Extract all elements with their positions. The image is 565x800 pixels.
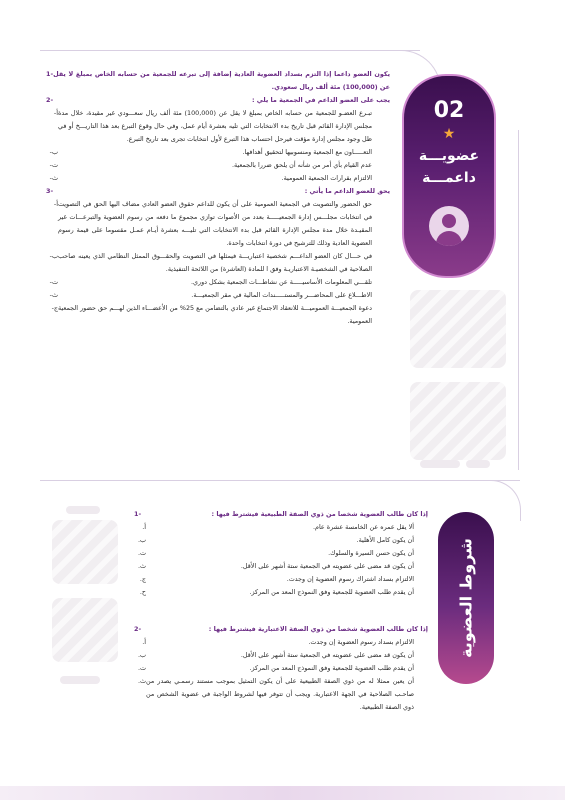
condition-item — [128, 547, 414, 560]
supporting-subitem — [40, 276, 372, 289]
heading-text: إذا كان طالب العضوية شخصا من ذوي الصفة الاعتبارية فيشترط فيها : — [208, 625, 428, 633]
supporting-membership-badge — [402, 74, 496, 278]
sub-label: ث. — [137, 562, 146, 570]
sub-text: دعوة الجمعيـــة العموميـــة للانعقاد الاجتماع غير عادي بالتضامن مع 25% من الأعضـــاء الذين لهـــم حق حضور الجمعية العمومية. — [58, 304, 372, 325]
item-text: يجب على العضو الداعم في الجمعية ما يلي : — [252, 96, 390, 104]
decorative-pill-1 — [420, 460, 460, 468]
decorative-pill-2 — [466, 460, 490, 468]
item-number: -1 — [46, 70, 54, 78]
decorative-pill-3 — [66, 506, 100, 514]
badge-title-line1: عضويـــة — [418, 148, 480, 164]
sub-text: أن يكون حسن السيرة والسلوك. — [328, 549, 414, 557]
sub-label: ت. — [137, 664, 146, 672]
item-text: يكون العضو داعما إذا التزم بسداد العضوية العادية إضافة إلى تبرعه للجمعية من حسابه الخاص بمبلغ لا يقل عن (100,000) مئة ألف ريال سعودي. — [53, 70, 390, 91]
condition-item — [128, 636, 414, 649]
membership-conditions-section — [128, 508, 428, 714]
sub-label: ت. — [137, 549, 146, 557]
heading-number: -1 — [134, 510, 142, 518]
condition-item — [128, 675, 414, 714]
condition-heading-legal — [128, 623, 428, 636]
condition-item — [128, 560, 414, 573]
sub-label: أ- — [53, 109, 58, 117]
sub-label: ج- — [51, 304, 58, 312]
sub-text: أن يكون كامل الأهلية. — [356, 536, 414, 544]
item-number: -3 — [46, 187, 54, 195]
sub-text: الالتزام بقرارات الجمعية العمومية. — [281, 174, 372, 182]
sub-label: ح. — [139, 588, 146, 596]
sub-label: ب- — [49, 148, 58, 156]
supporting-subitem — [40, 302, 372, 328]
sub-label: ب. — [137, 536, 146, 544]
decorative-placeholder-4 — [52, 598, 118, 662]
supporting-item-2 — [40, 94, 390, 107]
sub-text: أن يقدم طلب العضوية للجمعية وفق النموذج المعد من المركز. — [249, 588, 414, 596]
sub-label: أ. — [142, 523, 146, 531]
decorative-placeholder-3 — [52, 520, 118, 584]
supporting-subitem — [40, 159, 372, 172]
sub-text: أن يكون قد مضى على عضويته في الجمعية ستة أشهر على الأقل. — [240, 562, 414, 570]
decorative-placeholder-1 — [410, 290, 506, 368]
condition-item — [128, 662, 414, 675]
sub-text: تلقـــي المعلومات الأساسيـــــة عن نشاطـــات الجمعية بشكل دوري. — [190, 278, 372, 286]
sub-label: أ. — [142, 638, 146, 646]
condition-item — [128, 534, 414, 547]
supporting-subitem — [40, 250, 372, 276]
supporting-subitem — [40, 198, 372, 250]
supporting-subitem — [40, 172, 372, 185]
sub-text: ألا يقل عمره عن الخامسة عشرة عام. — [312, 523, 414, 531]
supporting-subitem — [40, 146, 372, 159]
user-avatar-icon — [429, 206, 469, 246]
sub-label: ج. — [139, 575, 146, 583]
right-frame-line — [518, 130, 519, 470]
sub-text: التعـــــاون مع الجمعية ومنسوبيها لتحقيق أهدافها. — [242, 148, 372, 156]
item-text: يحق للعضو الداعم ما يأتي : — [304, 187, 390, 195]
star-icon: ★ — [442, 126, 456, 142]
condition-item — [128, 649, 414, 662]
sub-text: عدم القيام بأي أمر من شأنه أن يلحق ضررا بالجمعية. — [231, 161, 372, 169]
supporting-membership-section — [40, 68, 390, 328]
sub-text: حق الحضور والتصويت في الجمعية العمومية على أن يكون للداعم حقوق العضو العادي مضاف اليها الحق في التصويت في انتخابات مجلـــس إدارة الجمعيـــــة بعدد من الأصوات توازي مجموع ما دفعه من رسوم العضوية والتبرعـــات غير المقيـدة خلال مدة مجلس الإدارة القائم قبل بدء الانتخابات التي تليـــه بعشرة أيـام عمـل مقسوما على قيمة رسوم العضوية العادية وذلك للترشيح في دورة انتخابات واحدة. — [58, 200, 372, 247]
sub-label: ث- — [49, 291, 58, 299]
supporting-subitem — [40, 289, 372, 302]
sub-text: أن يعين ممثلا له من ذوي الصفة الطبيعية على أن يكون التمثيل بموجب مستند رسمـي يصدر من صاحـب الصلاحية في الجهة الاعتبارية. ويجب أن تتوفر فيها لشروط الواجبة في عضوية الشخص من ذوي الصفة الطبيعية. — [146, 677, 414, 711]
supporting-subitem — [40, 107, 372, 146]
item-number: -2 — [46, 96, 54, 104]
sub-text: أن يقدم طلب العضوية للجمعية وفق النموذج المعد من المركز. — [249, 664, 414, 672]
sub-text: الالتزام بسداد اشتراك رسوم العضوية إن وجدت. — [286, 575, 414, 583]
sub-text: تبـرع العضـو للجمعية من حسابه الخاص بمبلغ لا يقل عن (100,000) مئة ألف ريال سعـــودي غير مقيدة، خلال مدة مجلس الإدارة القائم قبل تاريخ بدء الانتخابات التي تليه بعشرة أيام عمل، وفي حال وقوع التبرع بعد هذا التاريـــخ أو في ظل وجود مجلس إدارة مؤقت فيرحل احتساب هذا التبرع لأول انتخابات تجرى بعد تاريخ التبرع. — [58, 109, 372, 143]
heading-text: إذا كان طالب العضوية شخصا من ذوي الصفة الطبيعية فيشترط فيها : — [211, 510, 428, 518]
decorative-pill-4 — [60, 676, 100, 684]
sub-text: الالتزام بسداد رسوم العضوية إن وجدت. — [308, 638, 414, 646]
badge-vertical-title: شروط العضوية — [456, 538, 476, 658]
sub-label: ب. — [137, 651, 146, 659]
supporting-item-3 — [40, 185, 390, 198]
condition-item — [128, 586, 414, 599]
sub-label: ت- — [49, 161, 58, 169]
sub-text: الاطـــلاع على المحاضـــر والمستـــــندات المالية في مقر الجمعيـــة. — [191, 291, 372, 299]
sub-label: ب- — [49, 252, 58, 260]
heading-number: -2 — [134, 625, 142, 633]
bottom-decorative-band — [0, 786, 565, 800]
sub-label: أ- — [53, 200, 58, 208]
sub-label: ت- — [49, 278, 58, 286]
top-frame-line — [40, 50, 420, 51]
badge-number: 02 — [433, 98, 465, 123]
sub-label: ث- — [49, 174, 58, 182]
condition-item — [128, 573, 414, 586]
sub-text: في حـــال كان العضو الداعـــم شخصية اعتباريـــة فيمثلها في التصويت والحقـــوق الممثل النظامي الذي يعينه صاحب الصلاحية في الشخصيـة الاعتباريـة وفق ا للمادة (العاشرة) من اللائحة التنفيذية. — [58, 252, 372, 273]
decorative-placeholder-2 — [410, 382, 506, 460]
supporting-item-1 — [40, 68, 390, 94]
membership-conditions-badge — [438, 512, 494, 684]
condition-heading-natural — [128, 508, 428, 521]
condition-item — [128, 521, 414, 534]
sub-label: ث. — [137, 677, 146, 685]
badge-title-line2: داعمـــة — [422, 170, 476, 186]
sub-text: أن يكون قد مضى على عضويته في الجمعية ستة أشهر على الأقل. — [240, 651, 414, 659]
